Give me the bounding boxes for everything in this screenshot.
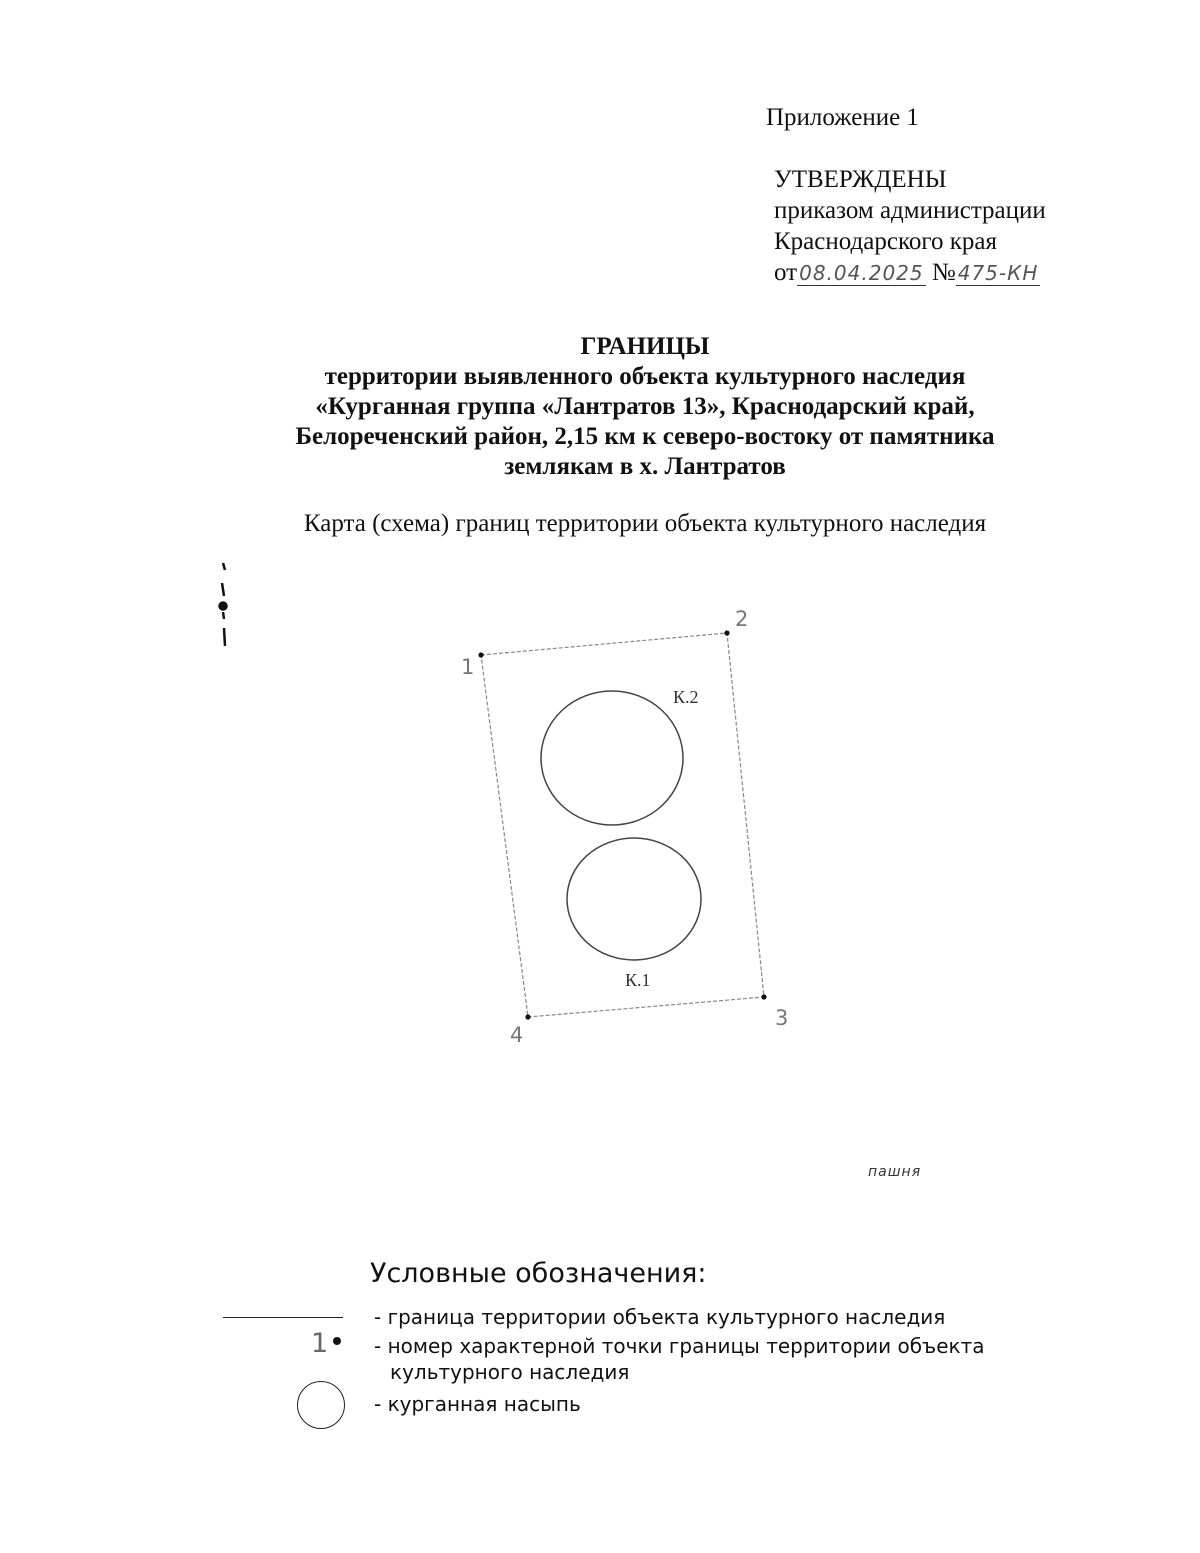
date-prefix: от <box>774 259 798 286</box>
number-prefix: № <box>931 259 956 286</box>
title-line-2: «Курганная группа «Лантратов 13», Краснодарский край, <box>315 393 975 420</box>
legend-point-desc-cont: культурного наследия <box>390 1360 630 1384</box>
legend-boundary-symbol <box>223 1317 343 1318</box>
legend-point-desc: - номер характерной точки границы территории объекта <box>374 1334 985 1358</box>
date-value: 08.04.2025 <box>799 261 924 285</box>
point-label-1: 1 <box>461 655 475 679</box>
map-caption: Карта (схема) границ территории объекта культурного наследия <box>303 510 987 537</box>
approved-line-2: Краснодарского края <box>774 228 997 255</box>
north-arrow-icon <box>220 563 227 646</box>
boundary-point-1 <box>478 652 483 657</box>
legend-point-dot-icon <box>333 1337 341 1345</box>
number-value: 475-КН <box>957 261 1039 285</box>
mound-label-k2: К.2 <box>673 687 699 707</box>
point-label-2: 2 <box>735 607 749 631</box>
mound-label-k1: К.1 <box>625 970 651 990</box>
field-label: пашня <box>868 1164 922 1180</box>
legend-boundary-text: - граница территории объекта культурного наследия <box>374 1305 946 1329</box>
legend-point-number: 1 <box>311 1328 329 1359</box>
boundary-point-2 <box>724 630 729 635</box>
mound-k1 <box>567 838 701 960</box>
appendix-label: Приложение 1 <box>766 104 919 131</box>
legend-title: Условные обозначения: <box>370 1258 707 1289</box>
title-line-3: Белореченский район, 2,15 км к северо-востоку от памятника <box>295 423 995 450</box>
legend-point-text <box>374 1333 1074 1385</box>
title-line-1: территории выявленного объекта культурного наследия <box>324 363 966 390</box>
boundary-point-4 <box>525 1014 530 1019</box>
boundary-point-3 <box>761 994 766 999</box>
point-label-4: 4 <box>510 1023 524 1047</box>
legend-mound-text: - курганная насыпь <box>374 1392 581 1416</box>
legend-mound-circle-icon <box>297 1381 345 1429</box>
mound-k2 <box>541 691 683 825</box>
approved-line-1: приказом администрации <box>774 197 1046 224</box>
title-line-4: землякам в х. Лантратов <box>504 453 786 480</box>
title-heading: ГРАНИЦЫ <box>580 333 710 360</box>
approved-caption: УТВЕРЖДЕНЫ <box>774 166 947 193</box>
point-label-3: 3 <box>775 1006 789 1030</box>
